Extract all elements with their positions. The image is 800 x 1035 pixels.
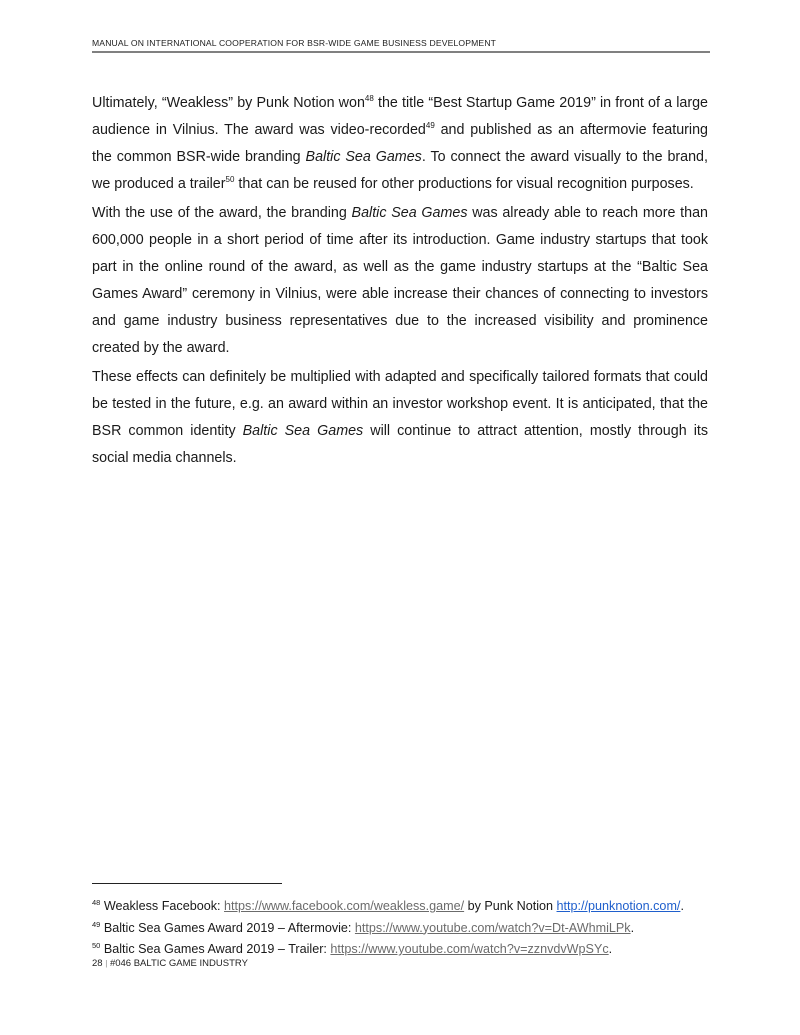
aftermovie-link[interactable]: https://www.youtube.com/watch?v=Dt-AWhmiLPk: [354, 920, 631, 935]
page-number: 28: [92, 958, 103, 969]
body-text: [92, 90, 708, 474]
brand-name: Baltic Sea Games: [351, 205, 468, 222]
footnote-text: Baltic Sea Games Award 2019 – Aftermovie:: [103, 920, 355, 935]
facebook-link[interactable]: https://www.facebook.com/weakless.game/: [224, 899, 465, 913]
footnote-number: 50: [92, 941, 101, 950]
footnote-text: .: [630, 920, 635, 935]
footnote-48: [92, 896, 684, 918]
footnote-text: by Punk Notion: [464, 899, 557, 913]
paragraph-2: [92, 200, 708, 361]
running-header: MANUAL ON INTERNATIONAL COOPERATION FOR BSR-WIDE GAME BUSINESS DEVELOPMENT: [92, 38, 497, 48]
footnotes: [92, 896, 684, 961]
paragraph-1: [92, 90, 708, 198]
footnote-text: .: [680, 899, 684, 913]
footnote-49: [92, 918, 684, 940]
footer-title: #046 BALTIC GAME INDUSTRY: [109, 958, 248, 969]
footnote-text: .: [608, 942, 613, 956]
footnote-number: 49: [92, 919, 101, 929]
brand-name: Baltic Sea Games: [242, 422, 364, 439]
text: and published as an aftermovie featuring the common BSR-wide branding: [92, 121, 708, 165]
footnote-text: Weakless Facebook:: [103, 899, 225, 913]
footnote-text: Baltic Sea Games Award 2019 – Trailer:: [103, 942, 331, 956]
separator: |: [105, 959, 108, 968]
header-rule: [92, 51, 710, 53]
footnote-number: 48: [92, 898, 101, 907]
text: the title “Best Startup Game 2019” in front of a large audience in Vilnius. The award was video-recorded: [92, 95, 708, 138]
text: was already able to reach more than 600,000 people in a short period of time after its introduction. Game industry startups that took part in the online round of the award, as well as the game industry startups at the “Baltic Sea Games Award” ceremony in Vilnius, were able increase their chances of connecting to investors and game industry business representatives due to the increased visibility and prominence created by the award.: [92, 205, 708, 356]
punknotion-link[interactable]: http://punknotion.com/: [556, 899, 681, 913]
text: . To connect the award visually to the brand, we produced a trailer: [92, 148, 708, 192]
footnote-separator: [92, 883, 282, 884]
text: will continue to attract attention, mostly through its social media channels.: [92, 422, 708, 466]
footnote-ref-50[interactable]: 50: [225, 174, 235, 184]
trailer-link[interactable]: https://www.youtube.com/watch?v=zznvdvWpSYc: [330, 942, 609, 956]
brand-name: Baltic Sea Games: [305, 148, 422, 165]
page-footer: [92, 958, 248, 969]
text: Ultimately, “Weakless” by Punk Notion won: [92, 95, 365, 111]
text: These effects can definitely be multiplied with adapted and specifically tailored formats that could be tested in the future, e.g. an award within an investor workshop event. It is anticipated, that the BSR common identity: [92, 369, 708, 439]
footnote-ref-48[interactable]: 48: [364, 94, 374, 103]
text: that can be reused for other productions for visual recognition purposes.: [234, 175, 694, 192]
paragraph-3: [92, 364, 708, 472]
text: With the use of the award, the branding: [92, 205, 352, 222]
footnote-ref-49[interactable]: 49: [425, 120, 435, 130]
